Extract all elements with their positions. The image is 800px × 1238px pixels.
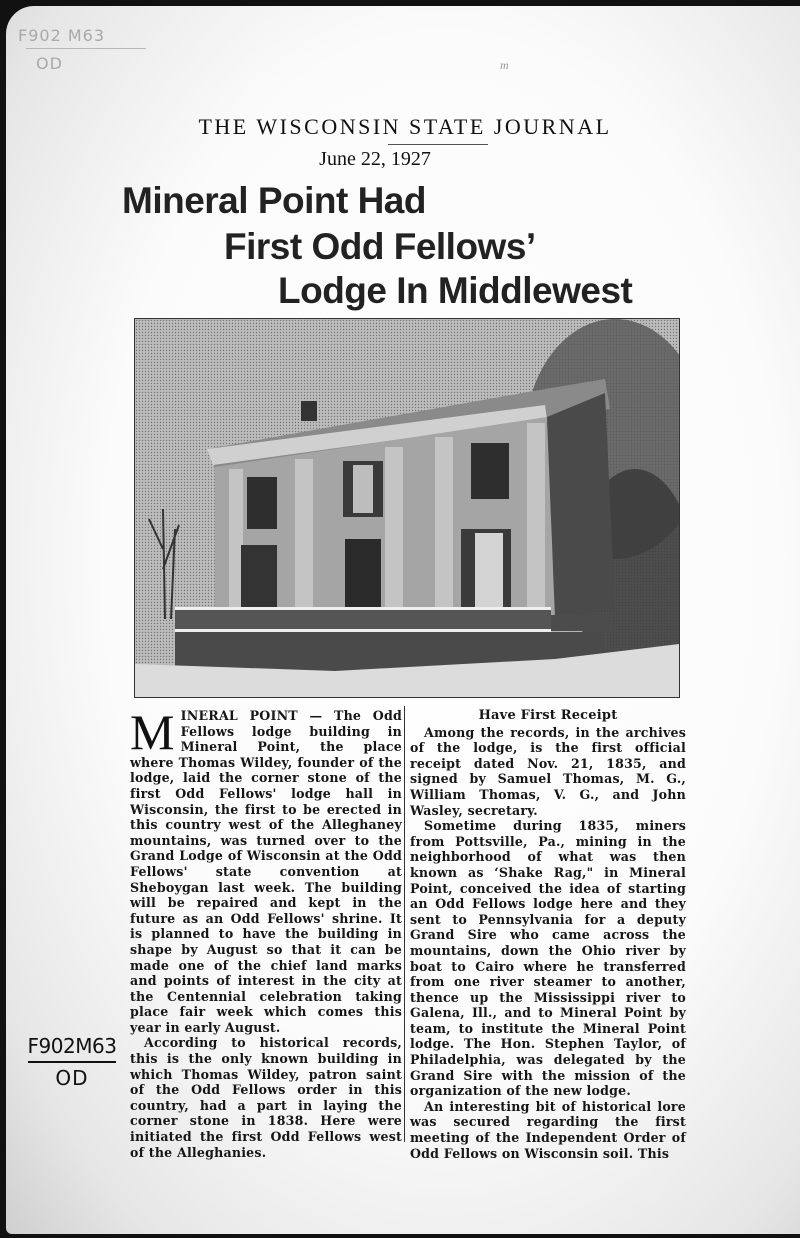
publication-date: June 22, 1927 bbox=[319, 148, 431, 170]
article-paragraph: Among the records, in the archives of the lodge, is the first official receipt dated Nov. 21, 1835, and signed by Samuel Thomas, M. G., William Thomas, V. G., and John Wasley, secretary. bbox=[410, 724, 686, 818]
article-paragraph: An interesting bit of historical lore was secured regarding the first meeting of the Independent Order of Odd Fellows on Wisconsin soil. This bbox=[410, 1098, 686, 1161]
lede-paragraph bbox=[130, 704, 402, 1035]
subject-code: OD bbox=[55, 1066, 89, 1090]
call-number: F902M63 bbox=[27, 1034, 117, 1058]
lede-text: INERAL POINT — The Odd Fellows lodge building in Mineral Point, the place where Thomas Wildey, founder of the lodge, laid the corner stone of the first Odd Fellows' lodge hall in Wisconsin, the first to be erected in this country west of the Alleghaney mountains, was turned over to the Grand Lodge of Wisconsin at the Odd Fellows' state convention at Sheboygan last week. The building will be repaired and kept in the future as an Odd Fellows' shrine. It is planned to have the building in shape by August so that it can be made one of the chief land marks and points of interest in the city at the Centennial celebration taking place fair week which comes this year in early August. bbox=[130, 708, 402, 1035]
pencil-mark: m bbox=[500, 58, 509, 72]
article-paragraph: According to historical records, this is the only known building in which Thomas Wildey, patron saint of the Odd Fellows order in this country, had a part in laying the corner stone in 1838. Here were initiated the first Odd Fellows west of the Alleghanies. bbox=[130, 1035, 402, 1160]
drop-cap: M bbox=[130, 704, 175, 760]
article-paragraph: Sometime during 1835, miners from Pottsville, Pa., mining in the neighborhood of what was then known as ‘Shake Rag," in Mineral Point, conceived the idea of starting an Odd Fellows lodge here and they sent to Pennsylvania for a deputy Grand Sire who came across the mountains, down the Ohio river by boat to Cairo where he transferred from one river steamer to another, thence up the Mississippi river to Galena, Ill., and to Mineral Point by team, to institute the Mineral Point lodge. The Hon. Stephen Taylor, of Philadelphia, was delegated by the Grand Sire with the mission of the organization of the new lodge. bbox=[410, 818, 686, 1099]
masthead-rule bbox=[388, 144, 488, 145]
building-photo-illustration bbox=[135, 319, 679, 697]
headline-line-1: Mineral Point Had bbox=[122, 180, 426, 221]
lodge-building-photo bbox=[134, 318, 680, 698]
archive-call-number-tag bbox=[20, 1034, 124, 1090]
call-number-rule bbox=[28, 1061, 116, 1063]
column-divider bbox=[404, 706, 405, 1142]
article-column-2 bbox=[410, 708, 686, 1161]
headline-line-3: Lodge In Middlewest bbox=[278, 270, 633, 311]
article-column-1 bbox=[130, 704, 402, 1160]
headline-line-2: First Odd Fellows’ bbox=[224, 226, 536, 267]
pencil-note-subject: OD bbox=[36, 54, 63, 73]
newspaper-masthead: THE WISCONSIN STATE JOURNAL bbox=[198, 114, 612, 139]
pencil-note-call-number: F902 M63 bbox=[18, 26, 105, 45]
section-subhead: Have First Receipt bbox=[478, 708, 618, 723]
pencil-underline bbox=[26, 48, 146, 49]
